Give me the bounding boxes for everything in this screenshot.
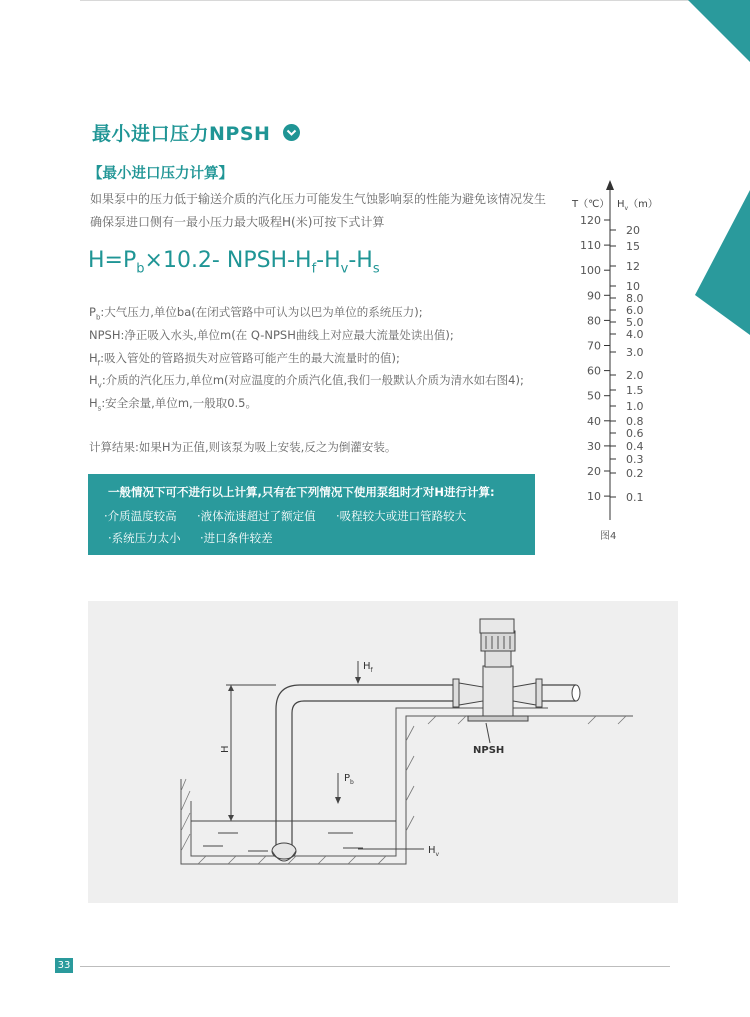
corner-decoration-side: [695, 190, 750, 335]
t-ticks: [580, 214, 610, 503]
definition-hs: $H_s$:安全余量,单位m,一般取0.5。: [89, 396, 257, 413]
callout-title: 一般情况下可不进行以上计算,只有在下列情况下使用泵组时才对H进行计算:: [108, 485, 495, 499]
label-hf: $H_f$: [363, 661, 373, 674]
page-number: 33: [55, 958, 73, 973]
section-title: 最小进口压力NPSH: [92, 123, 271, 145]
definition-npsh: NPSH:净正吸入水头,单位m(在 Q-NPSH曲线上对应最大流量处读出值);: [89, 328, 454, 342]
t-tick-label: 80: [587, 314, 601, 328]
hv-tick-label: 4.0: [626, 328, 644, 341]
hv-tick-label: 1.5: [626, 384, 644, 397]
hv-tick-label: 8.0: [626, 292, 644, 305]
hv-tick-label: 0.1: [626, 491, 644, 504]
t-tick-label: 70: [587, 339, 601, 353]
vapor-pressure-scale: [560, 175, 670, 545]
chevron-down-icon[interactable]: [283, 124, 300, 141]
callout-item: ·进口条件较差: [200, 531, 273, 545]
hv-tick-label: 5.0: [626, 316, 644, 329]
corner-decoration-top: [688, 0, 750, 62]
hv-tick-label: 0.3: [626, 453, 644, 466]
definition-hf: $H_f$:吸入管处的管路损失对应管路可能产生的最大流量时的值);: [89, 351, 400, 368]
callout-item: ·液体流速超过了额定值: [197, 509, 316, 523]
hv-ticks: [610, 224, 644, 504]
t-tick-label: 90: [587, 289, 601, 303]
t-tick-label: 50: [587, 389, 601, 403]
hv-tick-label: 20: [626, 224, 640, 237]
label-hv: $H_v$: [428, 845, 440, 858]
bottom-rule: [80, 966, 670, 967]
label-npsh: NPSH: [473, 745, 505, 756]
intro-line-1: 如果泵中的压力低于输送介质的汽化压力可能发生气蚀影响泵的性能为避免该情况发生: [90, 192, 547, 206]
callout-item: ·介质温度较高: [104, 509, 177, 523]
hv-tick-label: 0.4: [626, 440, 644, 453]
t-tick-label: 120: [580, 214, 601, 227]
label-pb: $P_b$: [344, 773, 354, 786]
hv-tick-label: 0.2: [626, 467, 644, 480]
hv-tick-label: 0.8: [626, 415, 644, 428]
hv-tick-label: 6.0: [626, 304, 644, 317]
pump-installation-diagram: [88, 601, 678, 903]
t-tick-label: 60: [587, 364, 601, 378]
hv-tick-label: 15: [626, 240, 640, 253]
definition-hv: $H_v$:介质的汽化压力,单位m(对应温度的介质汽化值,我们一般默认介质为清水如右图4);: [89, 373, 524, 390]
t-tick-label: 20: [587, 465, 601, 478]
npsh-formula: $H=P_b\times 10.2-$ NPSH-$H_f-H_v-H_s$: [88, 248, 380, 277]
callout-item: ·吸程较大或进口管路较大: [336, 509, 467, 523]
t-axis-label: T（℃）: [572, 199, 610, 210]
t-tick-label: 40: [587, 414, 601, 428]
hv-tick-label: 12: [626, 260, 640, 273]
hv-axis-label: $H_v(m)$: [617, 199, 658, 212]
label-h: H: [220, 745, 231, 753]
figure-caption: 图4: [600, 531, 617, 542]
intro-line-2: 确保泵进口侧有一最小压力最大吸程H(米)可按下式计算: [90, 215, 385, 229]
top-rule: [80, 0, 750, 1]
hv-tick-label: 2.0: [626, 369, 644, 382]
t-tick-label: 30: [587, 439, 601, 453]
hv-tick-label: 1.0: [626, 400, 644, 413]
definition-pb: $P_b$:大气压力,单位ba(在闭式管路中可认为以巴为单位的系统压力);: [89, 305, 423, 322]
callout-item: ·系统压力太小: [108, 531, 181, 545]
result-note: 计算结果:如果H为正值,则该泵为吸上安装,反之为倒灌安装。: [89, 440, 397, 454]
t-tick-label: 10: [587, 490, 601, 504]
t-tick-label: 110: [580, 239, 601, 253]
hv-tick-label: 0.6: [626, 427, 644, 440]
t-tick-label: 100: [580, 264, 601, 278]
section-subtitle: 【最小进口压力计算】: [88, 166, 233, 182]
hv-tick-label: 3.0: [626, 346, 644, 359]
hv-tick-label: 10: [626, 280, 640, 293]
